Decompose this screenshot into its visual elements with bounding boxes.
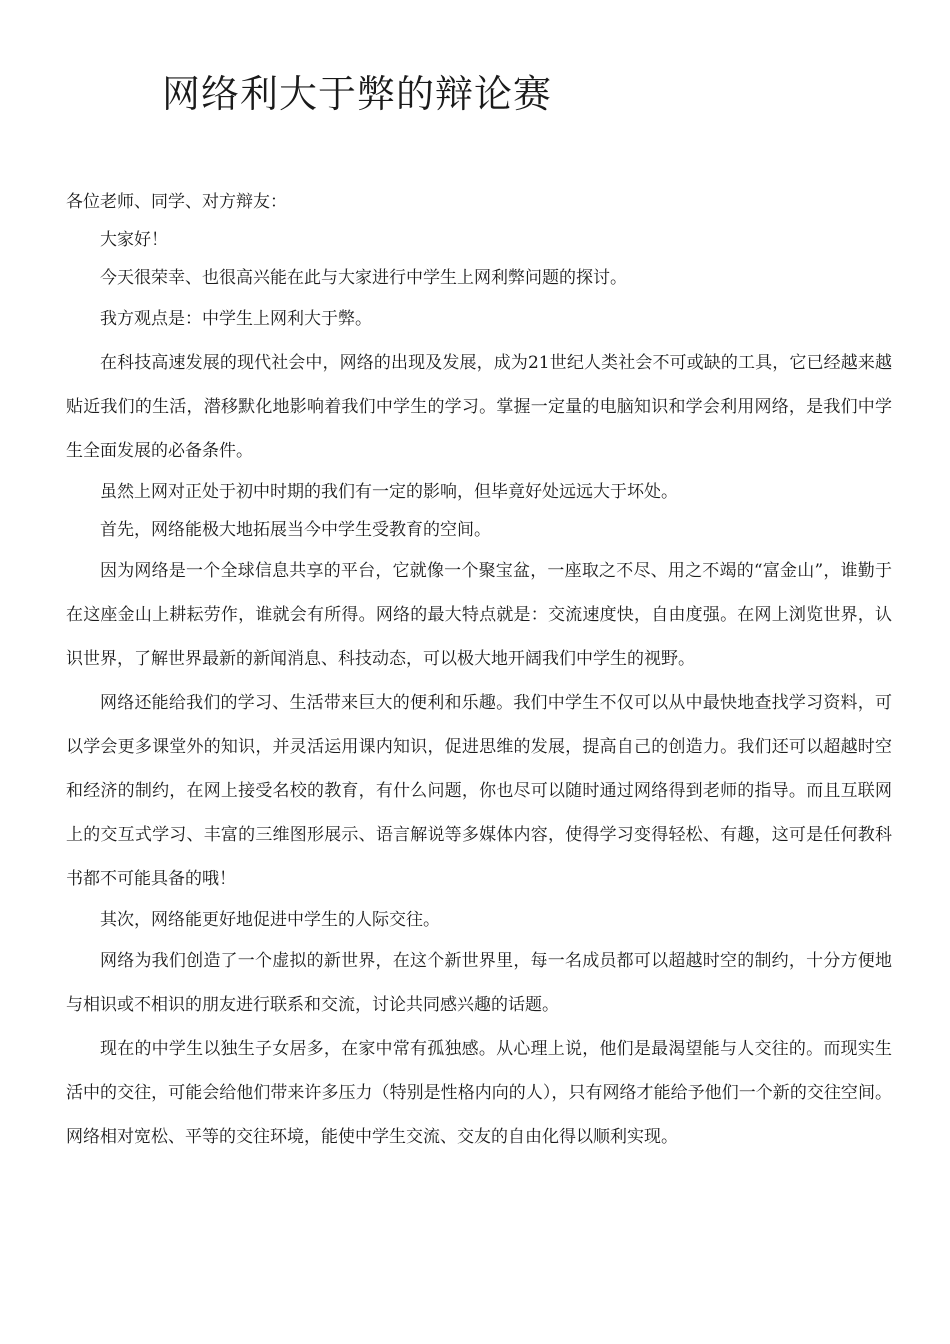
paragraph-learning-benefits: 网络还能给我们的学习、生活带来巨大的便利和乐趣。我们中学生不仅可以从中最快地查找学习资料，可以学会更多课堂外的知识，并灵活运用课内知识，促进思维的发展，提高自己的创造力。我们还可以超越时空和经济的制约，在网上接受名校的教育，有什么问题，你也尽可以随时通过网络得到老师的指导。而且互联网上的交互式学习、丰富的三维图形展示、语言解说等多媒体内容，使得学习变得轻松、有趣，这可是任何教科书都不可能具备的哦！ bbox=[66, 693, 892, 889]
paragraph-point-one-detail: 因为网络是一个全球信息共享的平台，它就像一个聚宝盆，一座取之不尽、用之不竭的“富金山”，谁勤于在这座金山上耕耘劳作，谁就会有所得。网络的最大特点就是：交流速度快，自由度强。在网上浏览世界，认识世界，了解世界最新的新闻消息、科技动态，可以极大地开阔我们中学生的视野。 bbox=[66, 561, 892, 669]
paragraph-social-benefits: 现在的中学生以独生子女居多，在家中常有孤独感。从心理上说，他们是最渴望能与人交往的。而现实生活中的交往，可能会给他们带来许多压力（特别是性格内向的人），只有网络才能给予他们一个新的交往空间。网络相对宽松、平等的交往环境，能使中学生交流、交友的自由化得以顺利实现。 bbox=[66, 1039, 892, 1147]
paragraph-position: 我方观点是：中学生上网利大于弊。 bbox=[100, 309, 372, 329]
paragraph-point-two: 其次，网络能更好地促进中学生的人际交往。 bbox=[100, 910, 440, 930]
document-title: 网络利大于弊的辩论赛 bbox=[162, 72, 553, 116]
paragraph-greeting: 大家好！ bbox=[100, 230, 168, 250]
paragraph-background: 在科技高速发展的现代社会中，网络的出现及发展，成为21世纪人类社会不可或缺的工具，它已经越来越贴近我们的生活，潜移默化地影响着我们中学生的学习。掌握一定量的电脑知识和学会利用网络，是我们中学生全面发展的必备条件。 bbox=[66, 353, 892, 461]
document-body bbox=[66, 183, 892, 1159]
paragraph-intro: 今天很荣幸、也很高兴能在此与大家进行中学生上网利弊问题的探讨。 bbox=[100, 268, 627, 288]
paragraph-point-one: 首先，网络能极大地拓展当今中学生受教育的空间。 bbox=[100, 520, 491, 540]
paragraph-point-two-detail: 网络为我们创造了一个虚拟的新世界，在这个新世界里，每一名成员都可以超越时空的制约，十分方便地与相识或不相识的朋友进行联系和交流，讨论共同感兴趣的话题。 bbox=[66, 951, 892, 1015]
paragraph-salutation: 各位老师、同学、对方辩友： bbox=[66, 192, 287, 212]
paragraph-thesis: 虽然上网对正处于初中时期的我们有一定的影响，但毕竟好处远远大于坏处。 bbox=[100, 482, 678, 502]
